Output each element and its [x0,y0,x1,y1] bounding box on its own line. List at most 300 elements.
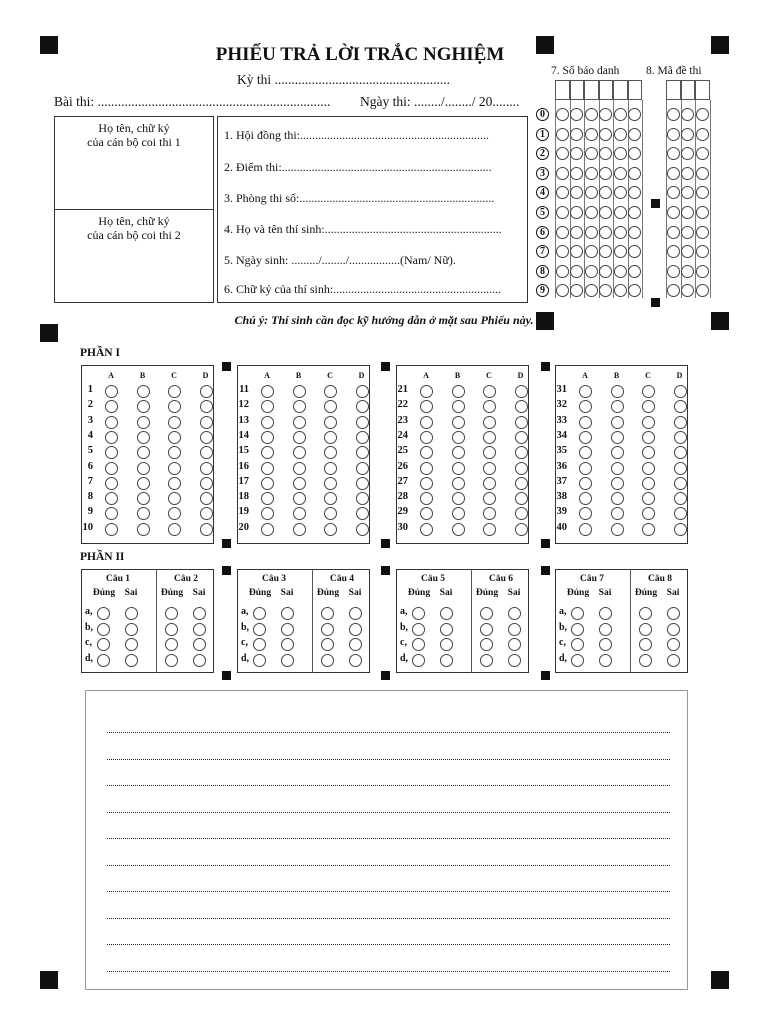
candidate-info-box [217,116,528,303]
question-header: Câu 1 [105,574,131,584]
true-bubble [253,654,266,667]
true-bubble [571,654,584,667]
student-id-bubble [599,108,612,121]
false-bubble [349,623,362,636]
proctor-signature-box [54,116,214,303]
student-id-bubble [556,265,569,278]
false-bubble [125,638,138,651]
option-header: A [108,371,114,380]
answer-bubble [261,523,274,536]
statement-label: b, [241,621,250,633]
question-number: 39 [556,506,567,518]
statement-label: c, [85,637,92,648]
registration-mark-top-left [40,36,58,54]
student-id-bubble [599,186,612,199]
true-bubble [571,607,584,620]
digit-label: 3 [536,167,549,180]
false-bubble [440,607,453,620]
answer-bubble [137,431,150,444]
timing-mark [541,362,550,371]
answer-bubble [200,416,213,429]
answer-bubble [420,477,433,490]
student-id-bubble [570,206,583,219]
option-header: A [582,371,588,380]
exam-code-bubble [681,245,694,258]
answer-bubble [611,477,624,490]
student-id-bubble [556,147,569,160]
answer-bubble [483,523,496,536]
digit-label: 7 [536,245,549,258]
answer-bubble [420,416,433,429]
true-header: Đúng [407,588,431,598]
true-bubble [253,638,266,651]
exam-code-bubble [696,108,709,121]
question-number: 3 [87,414,93,426]
answer-bubble [137,523,150,536]
info-field-room: 3. Phòng thi số:................................................................. [224,191,495,205]
statement-label: d, [85,652,94,664]
false-bubble [349,607,362,620]
student-id-bubble [599,128,612,141]
question-number: 14 [238,429,249,441]
exam-code-bubble [667,245,680,258]
answer-bubble [452,400,465,413]
answer-bubble [261,431,274,444]
student-id-header-cell [628,80,643,100]
info-field-council: 1. Hội đồng thi:............................................................... [224,128,490,142]
option-header: D [358,371,365,380]
question-header: Câu 7 [579,574,605,584]
statement-label: d, [241,652,250,664]
exam-code-bubble [667,147,680,160]
false-bubble [667,623,680,636]
exam-code-header-cell [681,80,696,100]
false-header: Sai [348,588,362,598]
true-bubble [412,623,425,636]
answer-bubble [611,385,624,398]
false-bubble [667,607,680,620]
question-header: Câu 2 [173,574,199,584]
answer-bubble [324,385,337,398]
false-header: Sai [507,588,521,598]
answer-bubble [293,446,306,459]
true-bubble [571,638,584,651]
student-id-bubble [628,147,641,160]
exam-code-bubble [667,206,680,219]
answer-bubble [611,431,624,444]
digit-label: 9 [536,284,549,297]
answer-bubble [200,400,213,413]
answer-bubble [200,446,213,459]
student-id-bubble [628,206,641,219]
answer-bubble [420,523,433,536]
answer-bubble [293,523,306,536]
answer-bubble [515,462,528,475]
true-bubble [97,607,110,620]
true-bubble [165,638,178,651]
false-header: Sai [439,588,453,598]
dotted-line [107,891,670,892]
student-id-bubble [556,284,569,297]
answer-bubble [642,492,655,505]
registration-mark-bottom-left [40,971,58,989]
timing-mark [541,566,550,575]
student-id-bubble [599,284,612,297]
question-number: 11 [239,384,249,395]
true-header: Đúng [475,588,499,598]
answer-bubble [483,477,496,490]
exam-code-bubble [681,167,694,180]
timing-mark [222,362,231,371]
true-bubble [321,607,334,620]
answer-bubble [137,462,150,475]
student-id-bubble [599,245,612,258]
answer-bubble [356,431,369,444]
question-number: 5 [87,445,93,457]
false-bubble [193,654,206,667]
answer-bubble [356,400,369,413]
student-id-bubble [614,206,627,219]
answer-bubble [611,462,624,475]
answer-bubble [515,446,528,459]
student-id-bubble [614,167,627,180]
true-bubble [97,654,110,667]
answer-bubble [200,462,213,475]
student-id-bubble [614,265,627,278]
exam-code-bubble [667,167,680,180]
statement-label: d, [400,652,409,664]
answer-bubble [515,492,528,505]
exam-code-bubble [667,186,680,199]
student-id-column-line [642,100,643,298]
part2-label: PHẦN II [80,551,125,563]
timing-mark [381,566,390,575]
answer-bubble [642,477,655,490]
question-header: Câu 6 [488,574,514,584]
answer-bubble [579,492,592,505]
answer-bubble [356,492,369,505]
student-id-bubble [614,128,627,141]
proctor2-label: Họ tên, chữ ký của cán bộ coi thi 2 [87,214,181,242]
option-header: B [139,371,146,380]
false-bubble [667,638,680,651]
option-header: B [295,371,302,380]
digit-label: 4 [536,186,549,199]
answer-bubble [579,462,592,475]
timing-mark [541,539,550,548]
exam-code-bubble [696,147,709,160]
student-id-bubble [556,108,569,121]
question-number: 1 [87,384,93,395]
option-header: A [264,371,270,380]
student-id-bubble [599,226,612,239]
answer-bubble [515,385,528,398]
answer-bubble [579,523,592,536]
answer-bubble [168,492,181,505]
answer-bubble [105,477,118,490]
question-number: 7 [87,475,93,487]
answer-bubble [261,477,274,490]
question-number: 17 [238,475,249,487]
part2-divider [630,569,631,673]
question-number: 26 [397,460,408,472]
option-header: D [202,371,209,380]
option-header: A [423,371,429,380]
answer-bubble [293,477,306,490]
exam-code-bubble [681,206,694,219]
false-bubble [508,607,521,620]
answer-bubble [515,400,528,413]
question-number: 36 [556,460,567,472]
false-header: Sai [280,588,294,598]
true-bubble [639,654,652,667]
student-id-bubble [628,128,641,141]
dotted-line [107,812,670,813]
option-header: D [517,371,524,380]
student-id-bubble [599,206,612,219]
answer-bubble [420,431,433,444]
false-bubble [599,623,612,636]
student-id-bubble [599,167,612,180]
question-number: 25 [397,445,408,457]
question-number: 28 [397,491,408,503]
student-id-bubble [628,226,641,239]
student-id-bubble [614,186,627,199]
exam-code-header-cell [695,80,710,100]
statement-label: c, [241,637,248,648]
question-number: 35 [556,445,567,457]
answer-bubble [200,492,213,505]
dotted-line [107,838,670,839]
timing-mark [381,362,390,371]
instruction-note: Chú ý: Thí sinh cần đọc kỹ hướng dẫn ở mặt sau Phiếu này. [234,313,534,327]
false-header: Sai [666,588,680,598]
statement-label: b, [559,621,568,633]
answer-bubble [642,462,655,475]
student-id-bubble [585,186,598,199]
false-bubble [599,607,612,620]
question-header: Câu 5 [420,574,446,584]
answer-bubble [324,431,337,444]
question-number: 2 [87,399,93,411]
answer-bubble [105,462,118,475]
true-bubble [412,654,425,667]
answer-bubble [642,523,655,536]
answer-bubble [515,416,528,429]
exam-code-bubble [696,265,709,278]
false-bubble [281,623,294,636]
answer-bubble [674,400,687,413]
answer-bubble [105,431,118,444]
part2-divider [156,569,157,673]
answer-bubble [452,507,465,520]
dotted-line [107,759,670,760]
answer-bubble [168,523,181,536]
answer-bubble [293,431,306,444]
question-header: Câu 3 [261,574,287,584]
answer-bubble [137,416,150,429]
exam-code-bubble [696,167,709,180]
question-number: 38 [556,491,567,503]
exam-code-bubble [696,245,709,258]
student-id-bubble [628,245,641,258]
question-number: 32 [556,399,567,411]
option-header: C [645,371,651,380]
answer-bubble [579,385,592,398]
answer-bubble [674,462,687,475]
part1-label: PHẦN I [80,347,120,359]
student-id-header-cell [599,80,614,100]
answer-bubble [452,492,465,505]
answer-bubble [105,492,118,505]
answer-bubble [420,462,433,475]
student-id-bubble [585,128,598,141]
question-number: 27 [397,475,408,487]
answer-bubble [324,523,337,536]
answer-bubble [452,416,465,429]
true-bubble [97,623,110,636]
answer-bubble [168,431,181,444]
answer-bubble [674,416,687,429]
dotted-line [107,918,670,919]
answer-bubble [515,477,528,490]
answer-bubble [137,385,150,398]
answer-bubble [642,416,655,429]
student-id-bubble [570,167,583,180]
exam-code-bubble [696,226,709,239]
student-id-bubble [570,147,583,160]
student-id-bubble [585,206,598,219]
exam-code-bubble [681,284,694,297]
answer-bubble [452,385,465,398]
answer-bubble [261,416,274,429]
false-bubble [599,654,612,667]
student-id-bubble [585,284,598,297]
false-bubble [281,607,294,620]
false-bubble [281,638,294,651]
answer-bubble [674,385,687,398]
answer-bubble [515,523,528,536]
question-number: 24 [397,429,408,441]
answer-bubble [137,492,150,505]
exam-code-bubble [667,226,680,239]
answer-bubble [483,492,496,505]
student-id-bubble [570,226,583,239]
info-field-signature: 6. Chữ ký của thí sinh:........................................................ [224,282,502,296]
student-id-header-cell [584,80,599,100]
false-bubble [440,623,453,636]
question-number: 31 [556,384,567,395]
option-header: C [327,371,333,380]
answer-bubble [611,523,624,536]
exam-code-bubble [696,206,709,219]
false-bubble [508,654,521,667]
student-id-bubble [570,265,583,278]
false-bubble [667,654,680,667]
answer-bubble [105,523,118,536]
answer-bubble [483,431,496,444]
false-bubble [349,654,362,667]
part2-divider [471,569,472,673]
option-header: B [613,371,620,380]
question-number: 4 [87,429,93,441]
info-field-site: 2. Điểm thi:...................................................................... [224,160,492,174]
exam-code-bubble [667,128,680,141]
answer-bubble [483,462,496,475]
student-id-header-cell [555,80,570,100]
false-bubble [125,654,138,667]
student-id-bubble [628,284,641,297]
answer-bubble [168,416,181,429]
digit-label: 8 [536,265,549,278]
true-bubble [571,623,584,636]
question-number: 29 [397,506,408,518]
answer-bubble [293,416,306,429]
student-id-bubble [570,284,583,297]
question-number: 8 [87,491,93,503]
student-id-bubble [614,226,627,239]
answer-bubble [356,523,369,536]
answer-bubble [452,446,465,459]
answer-bubble [168,385,181,398]
answer-bubble [200,477,213,490]
true-bubble [321,638,334,651]
answer-bubble [483,385,496,398]
answer-bubble [105,416,118,429]
answer-bubble [356,507,369,520]
false-bubble [599,638,612,651]
answer-bubble [483,416,496,429]
true-header: Đúng [566,588,590,598]
question-number: 10 [82,521,93,533]
exam-code-bubble [667,265,680,278]
question-number: 16 [238,460,249,472]
statement-label: b, [85,621,94,633]
answer-bubble [452,477,465,490]
proctor1-label: Họ tên, chữ ký của cán bộ coi thi 1 [87,121,181,149]
question-number: 23 [397,414,408,426]
question-number: 9 [87,506,93,518]
answer-bubble [674,492,687,505]
exam-code-bubble [681,265,694,278]
true-header: Đúng [316,588,340,598]
answer-bubble [200,385,213,398]
answer-bubble [324,416,337,429]
dotted-line [107,944,670,945]
false-bubble [193,623,206,636]
answer-bubble [293,507,306,520]
student-id-bubble [556,226,569,239]
true-bubble [165,607,178,620]
question-number: 20 [238,521,249,533]
digit-label: 0 [536,108,549,121]
answer-bubble [611,400,624,413]
true-bubble [97,638,110,651]
answer-bubble [642,385,655,398]
answer-bubble [642,431,655,444]
answer-bubble [168,462,181,475]
registration-mark-bottom-right [711,971,729,989]
question-number: 13 [238,414,249,426]
exam-date-line: Ngày thi: ......../......../ 20........ [360,94,520,109]
exam-code-bubble [667,284,680,297]
student-id-bubble [614,245,627,258]
dotted-line [107,971,670,972]
answer-bubble [356,385,369,398]
true-bubble [253,607,266,620]
false-header: Sai [124,588,138,598]
answer-bubble [579,477,592,490]
